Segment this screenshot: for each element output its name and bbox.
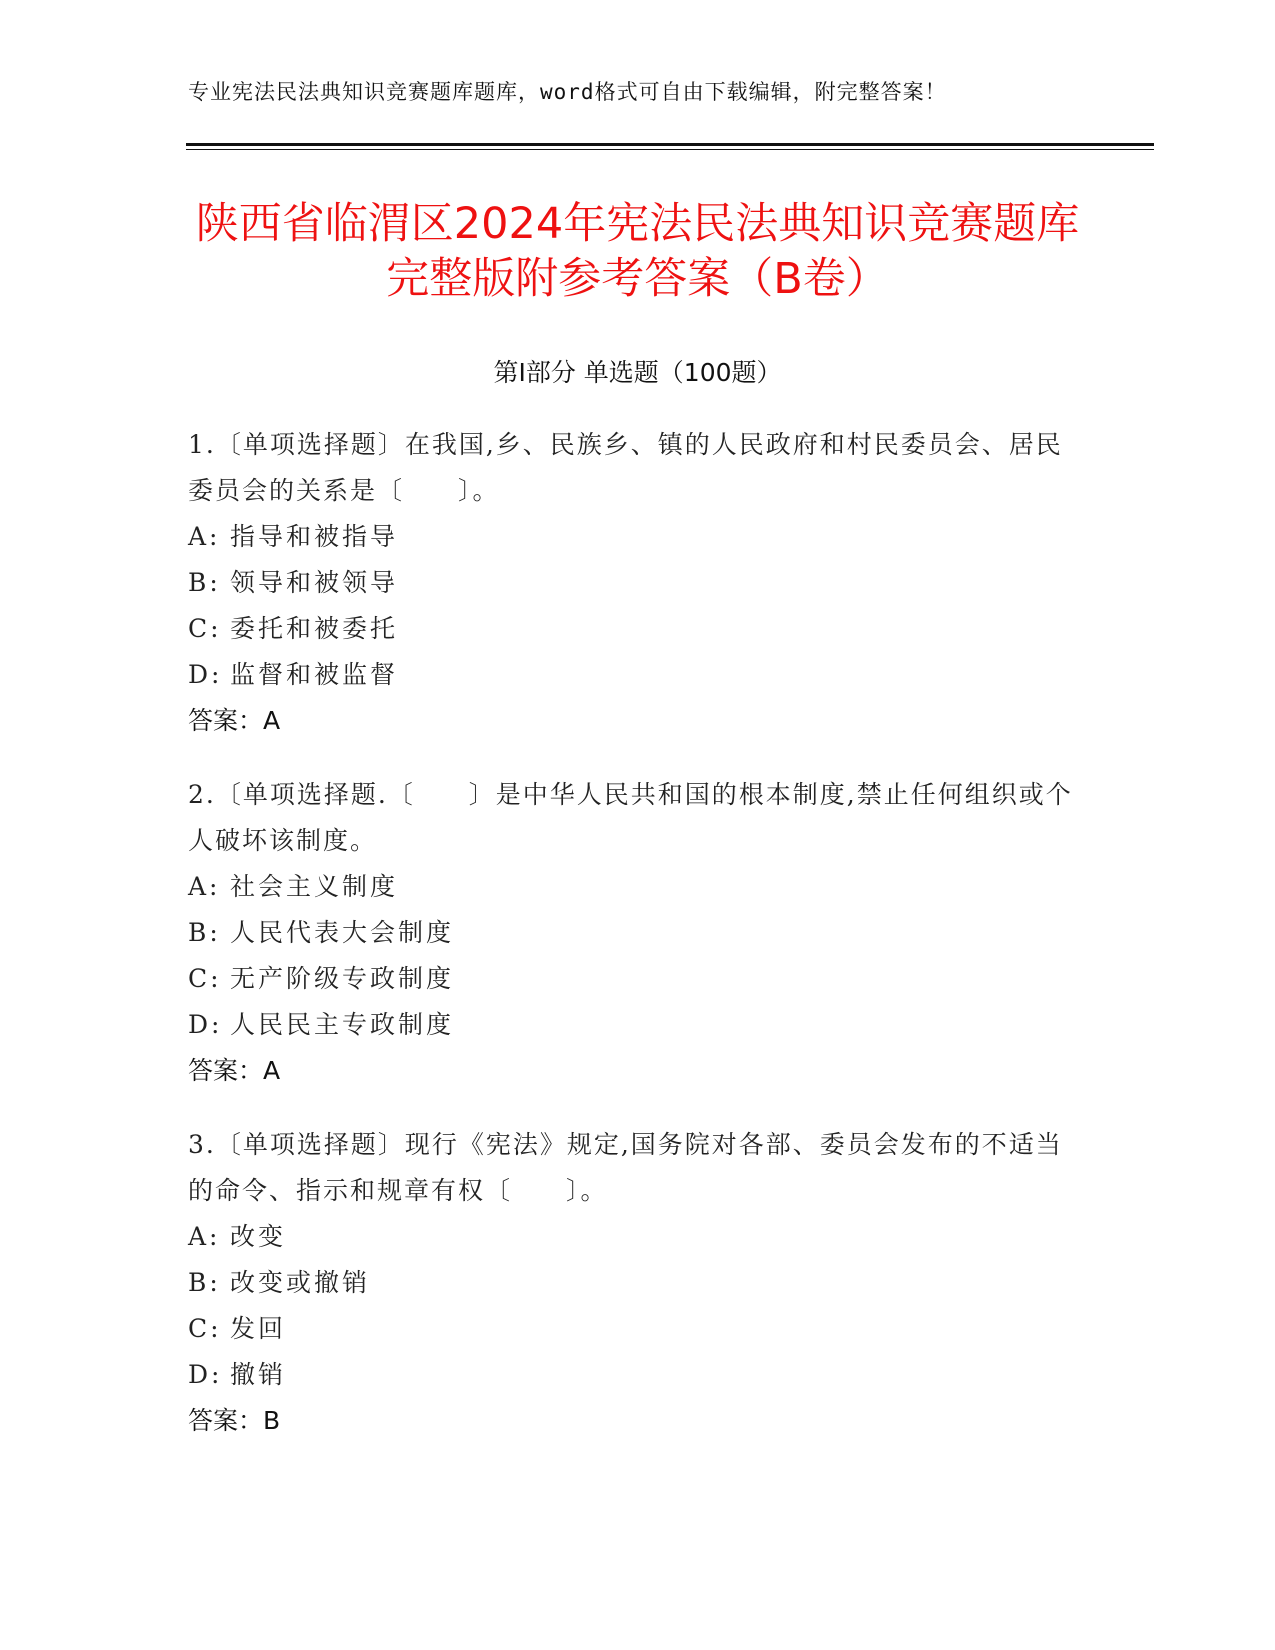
question-3 <box>188 1122 1088 1444</box>
option-key: A: <box>188 872 221 901</box>
option-key: D: <box>188 660 223 689</box>
section-title: 第Ⅰ部分 单选题（100题） <box>493 358 782 387</box>
option-a <box>188 514 1088 560</box>
option-text: 发回 <box>230 1314 287 1343</box>
option-key: D: <box>188 1010 223 1039</box>
question-1 <box>188 422 1088 744</box>
option-text: 监督和被监督 <box>230 660 399 689</box>
option-text: 人民民主专政制度 <box>230 1010 455 1039</box>
option-key: A: <box>188 1222 221 1251</box>
option-d <box>188 1352 1088 1398</box>
option-key: A: <box>188 522 221 551</box>
header-divider-thin <box>186 149 1154 150</box>
option-text: 人民代表大会制度 <box>230 918 455 947</box>
option-key: C: <box>188 1314 222 1343</box>
option-text: 社会主义制度 <box>230 872 399 901</box>
option-text: 委托和被委托 <box>230 614 399 643</box>
option-key: C: <box>188 614 222 643</box>
answer: 答案：A <box>188 706 281 735</box>
option-text: 指导和被指导 <box>230 522 399 551</box>
option-text: 无产阶级专政制度 <box>230 964 455 993</box>
header-divider-thick <box>186 143 1154 146</box>
option-c <box>188 956 1088 1002</box>
question-stem: 3.〔单项选择题〕现行《宪法》规定,国务院对各部、委员会发布的不适当的命令、指示和规章有权〔 〕。 <box>188 1130 1063 1205</box>
option-b <box>188 910 1088 956</box>
option-c <box>188 606 1088 652</box>
header-note: 专业宪法民法典知识竞赛题库题库，word格式可自由下载编辑，附完整答案！ <box>188 80 947 104</box>
option-text: 改变 <box>230 1222 287 1251</box>
option-key: B: <box>188 1268 221 1297</box>
option-key: B: <box>188 918 221 947</box>
option-text: 改变或撤销 <box>230 1268 371 1297</box>
question-stem: 2.〔单项选择题.〔 〕是中华人民共和国的根本制度,禁止任何组织或个人破坏该制度。 <box>188 780 1073 855</box>
option-key: D: <box>188 1360 223 1389</box>
document-title: 陕西省临渭区2024年宪法民法典知识竞赛题库完整版附参考答案（B卷） <box>195 199 1080 304</box>
question-2 <box>188 772 1088 1094</box>
option-b <box>188 1260 1088 1306</box>
option-key: B: <box>188 568 221 597</box>
option-key: C: <box>188 964 222 993</box>
option-a <box>188 1214 1088 1260</box>
option-c <box>188 1306 1088 1352</box>
option-a <box>188 864 1088 910</box>
option-d <box>188 1002 1088 1048</box>
answer: 答案：B <box>188 1406 281 1435</box>
option-text: 撤销 <box>230 1360 287 1389</box>
answer: 答案：A <box>188 1056 281 1085</box>
question-stem: 1.〔单项选择题〕在我国,乡、民族乡、镇的人民政府和村民委员会、居民委员会的关系是〔 〕。 <box>188 430 1063 505</box>
option-text: 领导和被领导 <box>230 568 399 597</box>
option-b <box>188 560 1088 606</box>
option-d <box>188 652 1088 698</box>
